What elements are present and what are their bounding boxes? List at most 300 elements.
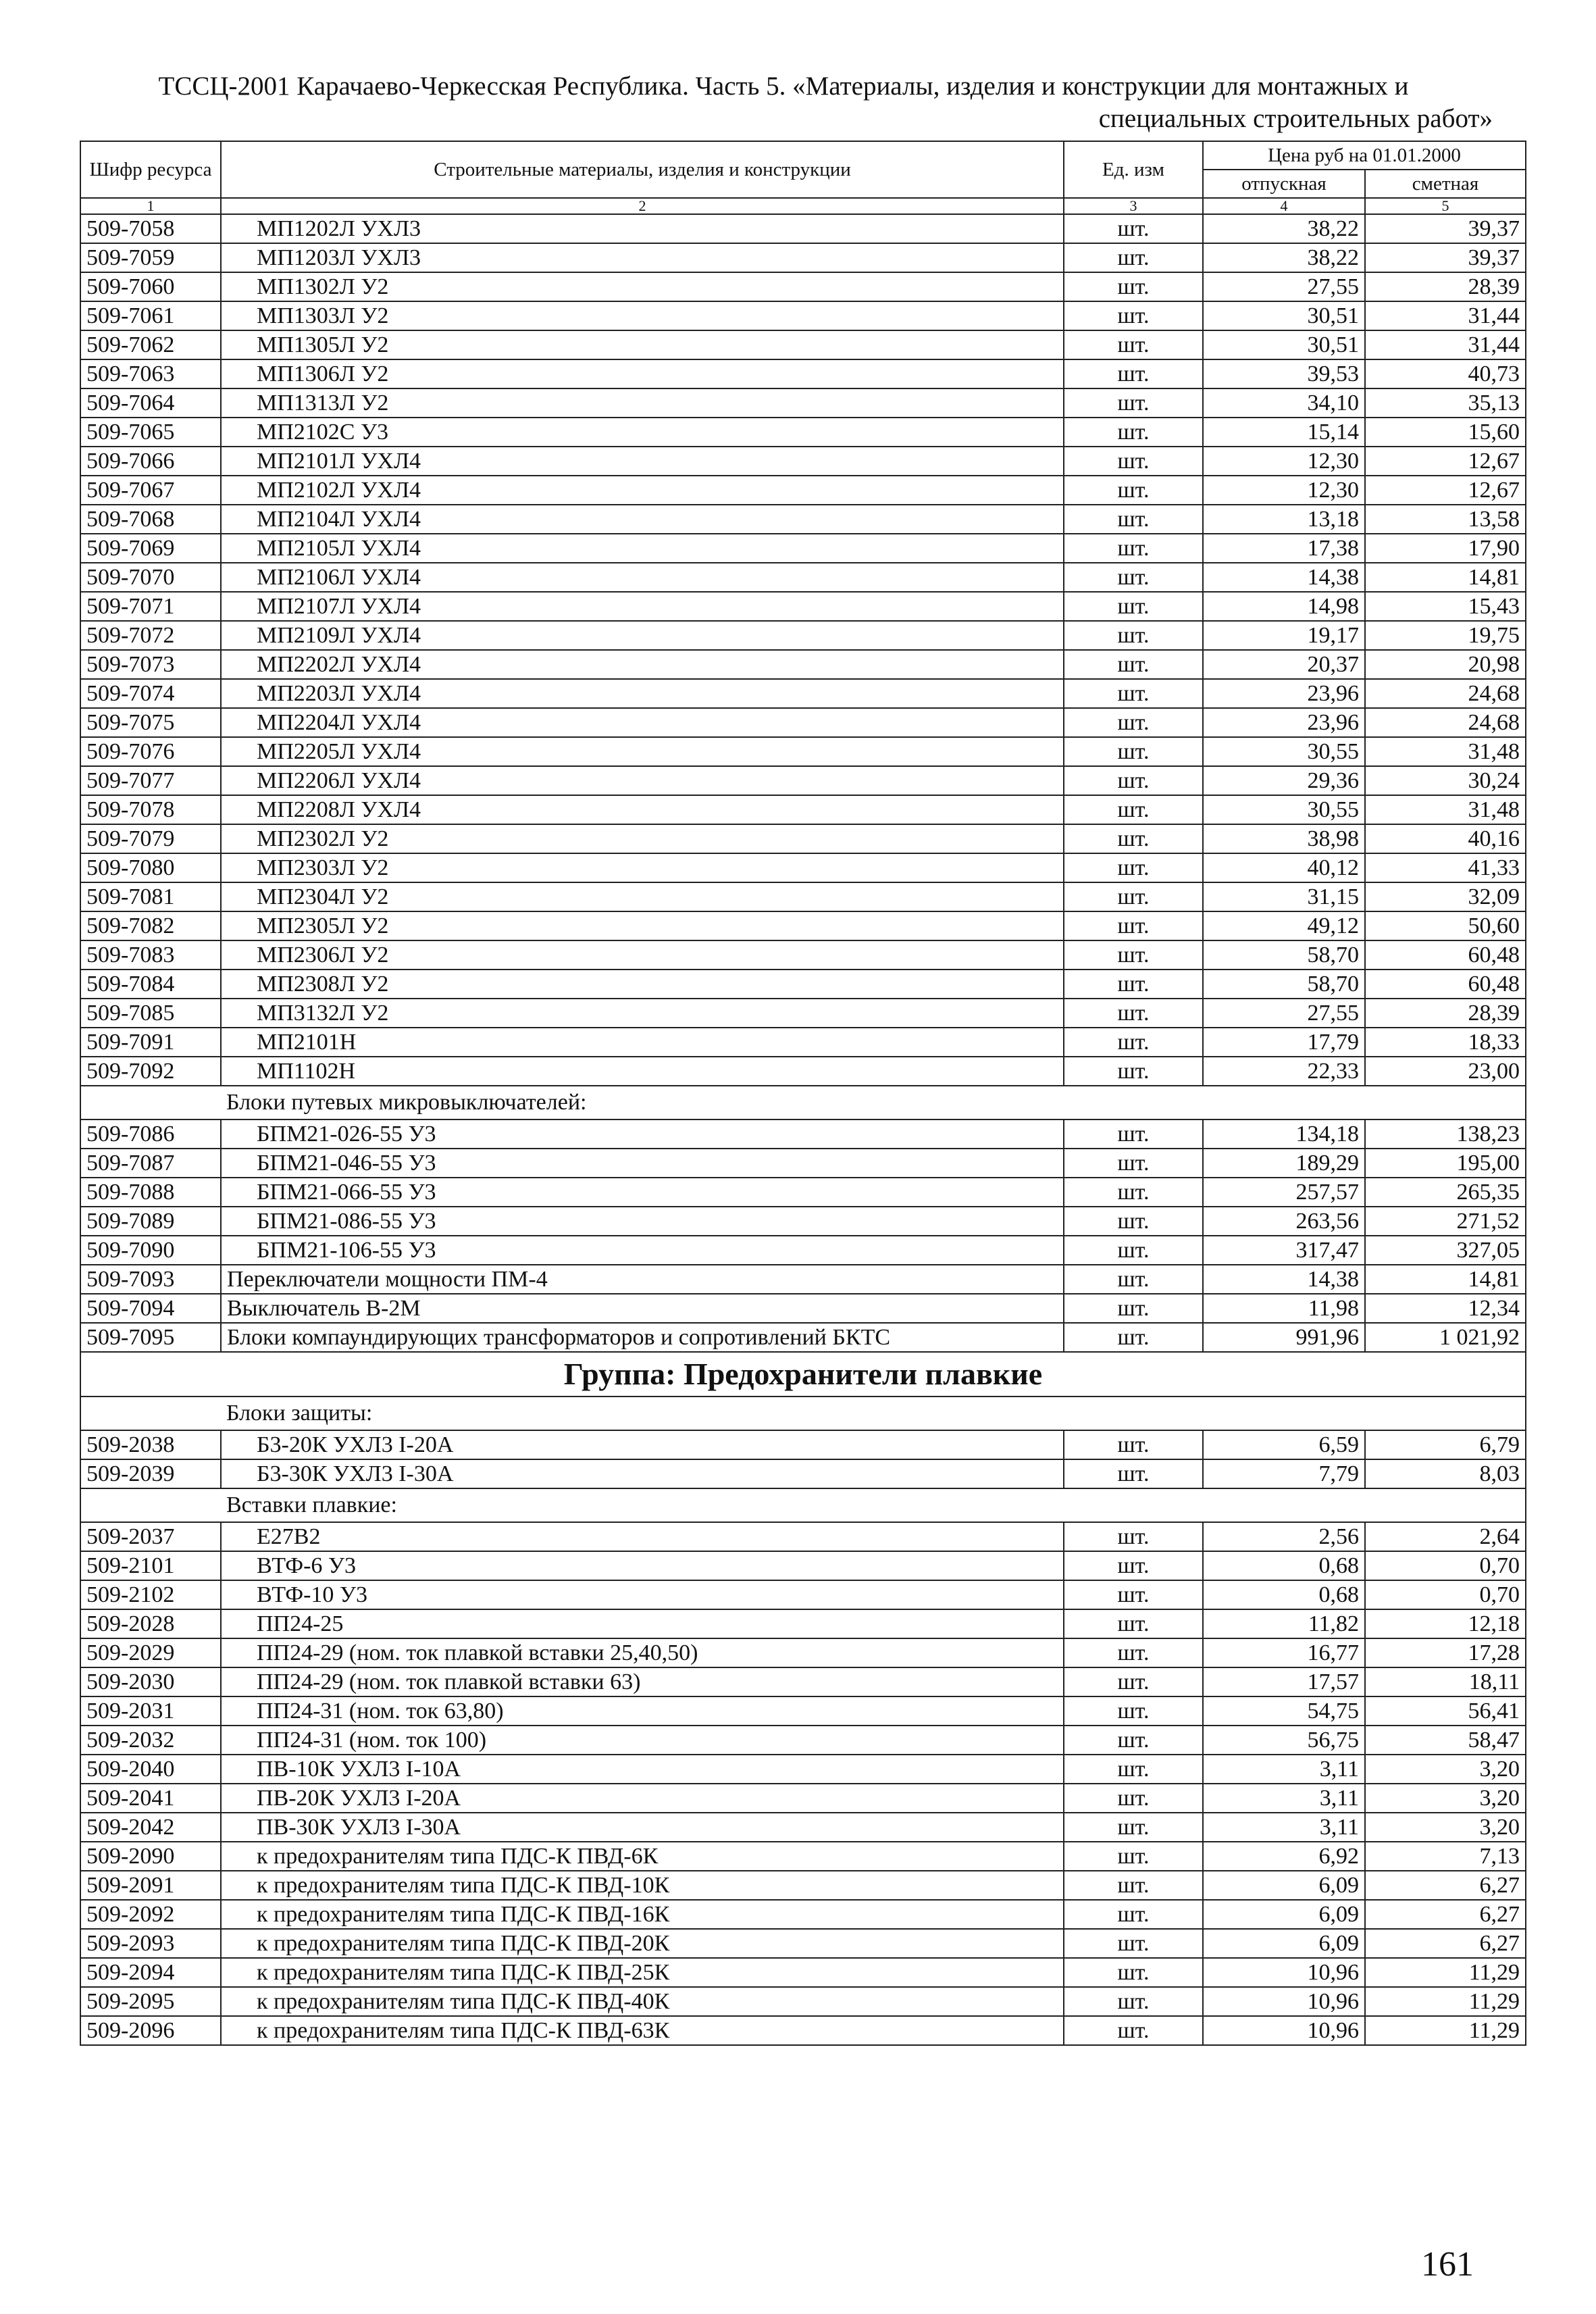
release-price: 14,38 xyxy=(1203,563,1365,592)
material-name: МП2106Л УХЛ4 xyxy=(221,563,1064,592)
resource-code: 509-7062 xyxy=(80,330,221,359)
table-body xyxy=(80,214,1526,2045)
estimate-price: 60,48 xyxy=(1365,940,1526,970)
release-price: 12,30 xyxy=(1203,447,1365,476)
unit-of-measure: шт. xyxy=(1064,1638,1203,1667)
table-row xyxy=(80,1323,1526,1352)
table-row xyxy=(80,447,1526,476)
resource-code: 509-7074 xyxy=(80,679,221,708)
table-row xyxy=(80,330,1526,359)
release-price: 56,75 xyxy=(1203,1726,1365,1755)
resource-code: 509-7086 xyxy=(80,1120,221,1149)
release-price: 19,17 xyxy=(1203,621,1365,650)
unit-of-measure: шт. xyxy=(1064,1580,1203,1609)
estimate-price: 17,28 xyxy=(1365,1638,1526,1667)
subsection-spacer xyxy=(80,1397,221,1430)
release-price: 30,55 xyxy=(1203,795,1365,824)
unit-of-measure: шт. xyxy=(1064,679,1203,708)
release-price: 29,36 xyxy=(1203,766,1365,795)
resource-code: 509-7082 xyxy=(80,911,221,940)
unit-of-measure: шт. xyxy=(1064,1207,1203,1236)
release-price: 317,47 xyxy=(1203,1236,1365,1265)
table-row xyxy=(80,1900,1526,1929)
resource-code: 509-7069 xyxy=(80,534,221,563)
material-name: МП2203Л УХЛ4 xyxy=(221,679,1064,708)
release-price: 22,33 xyxy=(1203,1057,1365,1086)
material-name: МП2104Л УХЛ4 xyxy=(221,505,1064,534)
material-name: к предохранителям типа ПДС-К ПВД-6К xyxy=(221,1842,1064,1871)
material-name: ПВ-20К УХЛ3 I-20А xyxy=(221,1784,1064,1813)
material-name: ВТФ-6 У3 xyxy=(221,1551,1064,1580)
unit-of-measure: шт. xyxy=(1064,1057,1203,1086)
resource-code: 509-2041 xyxy=(80,1784,221,1813)
release-price: 12,30 xyxy=(1203,476,1365,505)
material-name: ПП24-29 (ном. ток плавкой вставки 25,40,50) xyxy=(221,1638,1064,1667)
unit-of-measure: шт. xyxy=(1064,1696,1203,1726)
resource-code: 509-7079 xyxy=(80,824,221,853)
material-name: Блоки компаундирующих трансформаторов и сопротивлений БКТС xyxy=(221,1323,1064,1352)
material-name: к предохранителям типа ПДС-К ПВД-10К xyxy=(221,1871,1064,1900)
unit-of-measure: шт. xyxy=(1064,2016,1203,2045)
subsection-heading: Вставки плавкие: xyxy=(221,1488,1526,1522)
material-name: МП2305Л У2 xyxy=(221,911,1064,940)
estimate-price: 35,13 xyxy=(1365,388,1526,418)
resource-code: 509-7093 xyxy=(80,1265,221,1294)
material-name: МП2208Л УХЛ4 xyxy=(221,795,1064,824)
estimate-price: 11,29 xyxy=(1365,1958,1526,1987)
resource-code: 509-7088 xyxy=(80,1178,221,1207)
release-price: 39,53 xyxy=(1203,359,1365,388)
col-price-header: Цена руб на 01.01.2000 xyxy=(1203,141,1526,170)
material-name: МП1202Л УХЛ3 xyxy=(221,214,1064,243)
material-name: к предохранителям типа ПДС-К ПВД-40К xyxy=(221,1987,1064,2016)
estimate-price: 40,16 xyxy=(1365,824,1526,853)
resource-code: 509-7090 xyxy=(80,1236,221,1265)
resource-code: 509-7087 xyxy=(80,1149,221,1178)
estimate-price: 41,33 xyxy=(1365,853,1526,882)
release-price: 23,96 xyxy=(1203,708,1365,737)
estimate-price: 14,81 xyxy=(1365,563,1526,592)
material-name: БПМ21-066-55 У3 xyxy=(221,1178,1064,1207)
subsection-row xyxy=(80,1397,1526,1430)
unit-of-measure: шт. xyxy=(1064,1987,1203,2016)
estimate-price: 19,75 xyxy=(1365,621,1526,650)
material-name: МП2202Л УХЛ4 xyxy=(221,650,1064,679)
estimate-price: 14,81 xyxy=(1365,1265,1526,1294)
material-name: Б3-20К УХЛ3 I-20А xyxy=(221,1430,1064,1459)
estimate-price: 17,90 xyxy=(1365,534,1526,563)
material-name: к предохранителям типа ПДС-К ПВД-16К xyxy=(221,1900,1064,1929)
release-price: 23,96 xyxy=(1203,679,1365,708)
material-name: ПП24-31 (ном. ток 63,80) xyxy=(221,1696,1064,1726)
material-name: МП1203Л УХЛ3 xyxy=(221,243,1064,272)
table-row xyxy=(80,272,1526,301)
release-price: 6,09 xyxy=(1203,1900,1365,1929)
unit-of-measure: шт. xyxy=(1064,1551,1203,1580)
estimate-price: 3,20 xyxy=(1365,1784,1526,1813)
col-code-header: Шифр ресурса xyxy=(80,141,221,198)
table-row xyxy=(80,301,1526,330)
resource-code: 509-7059 xyxy=(80,243,221,272)
unit-of-measure: шт. xyxy=(1064,650,1203,679)
table-row xyxy=(80,737,1526,766)
release-price: 15,14 xyxy=(1203,418,1365,447)
table-row xyxy=(80,1580,1526,1609)
release-price: 14,38 xyxy=(1203,1265,1365,1294)
unit-of-measure: шт. xyxy=(1064,1813,1203,1842)
material-name: к предохранителям типа ПДС-К ПВД-63К xyxy=(221,2016,1064,2045)
table-row xyxy=(80,882,1526,911)
resource-code: 509-7085 xyxy=(80,999,221,1028)
material-name: ПП24-29 (ном. ток плавкой вставки 63) xyxy=(221,1667,1064,1696)
material-name: Б3-30К УХЛ3 I-30А xyxy=(221,1459,1064,1488)
release-price: 40,12 xyxy=(1203,853,1365,882)
release-price: 6,09 xyxy=(1203,1871,1365,1900)
estimate-price: 39,37 xyxy=(1365,243,1526,272)
table-row xyxy=(80,505,1526,534)
subsection-row xyxy=(80,1086,1526,1120)
table-row xyxy=(80,1929,1526,1958)
resource-code: 509-2037 xyxy=(80,1522,221,1551)
title-line-2: специальных строительных работ» xyxy=(1098,104,1493,133)
table-row xyxy=(80,679,1526,708)
estimate-price: 271,52 xyxy=(1365,1207,1526,1236)
material-name: МП1305Л У2 xyxy=(221,330,1064,359)
resource-code: 509-2102 xyxy=(80,1580,221,1609)
unit-of-measure: шт. xyxy=(1064,505,1203,534)
table-row xyxy=(80,1149,1526,1178)
col-num-4: 4 xyxy=(1203,198,1365,214)
resource-code: 509-2042 xyxy=(80,1813,221,1842)
table-row xyxy=(80,1236,1526,1265)
resource-code: 509-7078 xyxy=(80,795,221,824)
table-row xyxy=(80,911,1526,940)
estimate-price: 3,20 xyxy=(1365,1755,1526,1784)
unit-of-measure: шт. xyxy=(1064,1149,1203,1178)
table-row xyxy=(80,1813,1526,1842)
release-price: 38,98 xyxy=(1203,824,1365,853)
resource-code: 509-7065 xyxy=(80,418,221,447)
table-row xyxy=(80,1726,1526,1755)
unit-of-measure: шт. xyxy=(1064,621,1203,650)
unit-of-measure: шт. xyxy=(1064,214,1203,243)
estimate-price: 12,18 xyxy=(1365,1609,1526,1638)
resource-code: 509-2038 xyxy=(80,1430,221,1459)
release-price: 6,59 xyxy=(1203,1430,1365,1459)
estimate-price: 6,27 xyxy=(1365,1871,1526,1900)
material-name: ПВ-10К УХЛ3 I-10А xyxy=(221,1755,1064,1784)
material-name: Выключатель В-2М xyxy=(221,1294,1064,1323)
resource-code: 509-7089 xyxy=(80,1207,221,1236)
material-name: БПМ21-086-55 У3 xyxy=(221,1207,1064,1236)
subsection-heading: Блоки путевых микровыключателей: xyxy=(221,1086,1526,1120)
release-price: 54,75 xyxy=(1203,1696,1365,1726)
unit-of-measure: шт. xyxy=(1064,359,1203,388)
resource-code: 509-7083 xyxy=(80,940,221,970)
unit-of-measure: шт. xyxy=(1064,1236,1203,1265)
unit-of-measure: шт. xyxy=(1064,766,1203,795)
estimate-price: 60,48 xyxy=(1365,970,1526,999)
release-price: 0,68 xyxy=(1203,1580,1365,1609)
estimate-price: 265,35 xyxy=(1365,1178,1526,1207)
table-row xyxy=(80,1638,1526,1667)
table-row xyxy=(80,1430,1526,1459)
unit-of-measure: шт. xyxy=(1064,330,1203,359)
table-row xyxy=(80,592,1526,621)
estimate-price: 11,29 xyxy=(1365,2016,1526,2045)
price-table xyxy=(80,141,1526,2046)
table-row xyxy=(80,2016,1526,2045)
table-row xyxy=(80,418,1526,447)
release-price: 58,70 xyxy=(1203,970,1365,999)
release-price: 3,11 xyxy=(1203,1784,1365,1813)
unit-of-measure: шт. xyxy=(1064,970,1203,999)
resource-code: 509-7095 xyxy=(80,1323,221,1352)
estimate-price: 40,73 xyxy=(1365,359,1526,388)
col-name-header: Строительные материалы, изделия и конструкции xyxy=(221,141,1064,198)
estimate-price: 6,27 xyxy=(1365,1900,1526,1929)
material-name: МП2204Л УХЛ4 xyxy=(221,708,1064,737)
release-price: 17,79 xyxy=(1203,1028,1365,1057)
release-price: 7,79 xyxy=(1203,1459,1365,1488)
table-row xyxy=(80,1294,1526,1323)
resource-code: 509-7081 xyxy=(80,882,221,911)
resource-code: 509-7073 xyxy=(80,650,221,679)
resource-code: 509-7058 xyxy=(80,214,221,243)
resource-code: 509-7084 xyxy=(80,970,221,999)
estimate-price: 24,68 xyxy=(1365,679,1526,708)
release-price: 189,29 xyxy=(1203,1149,1365,1178)
subsection-spacer xyxy=(80,1086,221,1120)
table-row xyxy=(80,476,1526,505)
estimate-price: 50,60 xyxy=(1365,911,1526,940)
estimate-price: 12,67 xyxy=(1365,447,1526,476)
unit-of-measure: шт. xyxy=(1064,1430,1203,1459)
unit-of-measure: шт. xyxy=(1064,418,1203,447)
estimate-price: 31,48 xyxy=(1365,795,1526,824)
unit-of-measure: шт. xyxy=(1064,447,1203,476)
col-num-2: 2 xyxy=(221,198,1064,214)
col-num-5: 5 xyxy=(1365,198,1526,214)
resource-code: 509-2094 xyxy=(80,1958,221,1987)
material-name: МП2102С У3 xyxy=(221,418,1064,447)
estimate-price: 3,20 xyxy=(1365,1813,1526,1842)
estimate-price: 15,60 xyxy=(1365,418,1526,447)
unit-of-measure: шт. xyxy=(1064,1667,1203,1696)
unit-of-measure: шт. xyxy=(1064,563,1203,592)
unit-of-measure: шт. xyxy=(1064,708,1203,737)
material-name: МП2206Л УХЛ4 xyxy=(221,766,1064,795)
table-row xyxy=(80,1265,1526,1294)
resource-code: 509-7071 xyxy=(80,592,221,621)
estimate-price: 32,09 xyxy=(1365,882,1526,911)
col-release-header: отпускная xyxy=(1203,170,1365,198)
material-name: МП2109Л УХЛ4 xyxy=(221,621,1064,650)
estimate-price: 0,70 xyxy=(1365,1551,1526,1580)
group-heading: Группа: Предохранители плавкие xyxy=(80,1352,1526,1397)
release-price: 11,98 xyxy=(1203,1294,1365,1323)
release-price: 10,96 xyxy=(1203,2016,1365,2045)
table-row xyxy=(80,1958,1526,1987)
table-row xyxy=(80,1120,1526,1149)
col-estimate-header: сметная xyxy=(1365,170,1526,198)
release-price: 13,18 xyxy=(1203,505,1365,534)
resource-code: 509-7077 xyxy=(80,766,221,795)
title-line-1: ТССЦ-2001 Карачаево-Черкесская Республика. Часть 5. «Материалы, изделия и конструкции для монтажных и xyxy=(158,72,1409,101)
estimate-price: 195,00 xyxy=(1365,1149,1526,1178)
unit-of-measure: шт. xyxy=(1064,1871,1203,1900)
release-price: 27,55 xyxy=(1203,999,1365,1028)
table-row xyxy=(80,1842,1526,1871)
unit-of-measure: шт. xyxy=(1064,301,1203,330)
estimate-price: 12,67 xyxy=(1365,476,1526,505)
resource-code: 509-2093 xyxy=(80,1929,221,1958)
material-name: МП2107Л УХЛ4 xyxy=(221,592,1064,621)
estimate-price: 30,24 xyxy=(1365,766,1526,795)
estimate-price: 24,68 xyxy=(1365,708,1526,737)
material-name: ПП24-31 (ном. ток 100) xyxy=(221,1726,1064,1755)
estimate-price: 11,29 xyxy=(1365,1987,1526,2016)
material-name: МП1306Л У2 xyxy=(221,359,1064,388)
estimate-price: 31,44 xyxy=(1365,301,1526,330)
material-name: МП1303Л У2 xyxy=(221,301,1064,330)
table-row xyxy=(80,388,1526,418)
material-name: МП2102Л УХЛ4 xyxy=(221,476,1064,505)
material-name: БПМ21-106-55 У3 xyxy=(221,1236,1064,1265)
resource-code: 509-2039 xyxy=(80,1459,221,1488)
table-row xyxy=(80,795,1526,824)
resource-code: 509-2031 xyxy=(80,1696,221,1726)
estimate-price: 327,05 xyxy=(1365,1236,1526,1265)
estimate-price: 20,98 xyxy=(1365,650,1526,679)
material-name: МП1102Н xyxy=(221,1057,1064,1086)
unit-of-measure: шт. xyxy=(1064,1265,1203,1294)
release-price: 17,38 xyxy=(1203,534,1365,563)
resource-code: 509-7070 xyxy=(80,563,221,592)
material-name: к предохранителям типа ПДС-К ПВД-25К xyxy=(221,1958,1064,1987)
unit-of-measure: шт. xyxy=(1064,592,1203,621)
unit-of-measure: шт. xyxy=(1064,737,1203,766)
resource-code: 509-7076 xyxy=(80,737,221,766)
release-price: 2,56 xyxy=(1203,1522,1365,1551)
resource-code: 509-7068 xyxy=(80,505,221,534)
release-price: 58,70 xyxy=(1203,940,1365,970)
estimate-price: 0,70 xyxy=(1365,1580,1526,1609)
estimate-price: 28,39 xyxy=(1365,999,1526,1028)
material-name: МП2302Л У2 xyxy=(221,824,1064,853)
estimate-price: 6,79 xyxy=(1365,1430,1526,1459)
unit-of-measure: шт. xyxy=(1064,388,1203,418)
estimate-price: 15,43 xyxy=(1365,592,1526,621)
unit-of-measure: шт. xyxy=(1064,534,1203,563)
table-row xyxy=(80,1696,1526,1726)
release-price: 10,96 xyxy=(1203,1987,1365,2016)
resource-code: 509-7075 xyxy=(80,708,221,737)
material-name: МП1302Л У2 xyxy=(221,272,1064,301)
resource-code: 509-7063 xyxy=(80,359,221,388)
table-row xyxy=(80,621,1526,650)
unit-of-measure: шт. xyxy=(1064,1929,1203,1958)
release-price: 3,11 xyxy=(1203,1813,1365,1842)
estimate-price: 31,48 xyxy=(1365,737,1526,766)
material-name: Е27В2 xyxy=(221,1522,1064,1551)
subsection-heading: Блоки защиты: xyxy=(221,1397,1526,1430)
unit-of-measure: шт. xyxy=(1064,476,1203,505)
estimate-price: 18,33 xyxy=(1365,1028,1526,1057)
estimate-price: 8,03 xyxy=(1365,1459,1526,1488)
group-heading-row xyxy=(80,1352,1526,1397)
unit-of-measure: шт. xyxy=(1064,1726,1203,1755)
table-row xyxy=(80,1755,1526,1784)
release-price: 263,56 xyxy=(1203,1207,1365,1236)
estimate-price: 18,11 xyxy=(1365,1667,1526,1696)
resource-code: 509-7072 xyxy=(80,621,221,650)
material-name: МП1313Л У2 xyxy=(221,388,1064,418)
material-name: МП2101Н xyxy=(221,1028,1064,1057)
release-price: 30,51 xyxy=(1203,330,1365,359)
estimate-price: 2,64 xyxy=(1365,1522,1526,1551)
unit-of-measure: шт. xyxy=(1064,940,1203,970)
table-row xyxy=(80,1987,1526,2016)
table-row xyxy=(80,708,1526,737)
material-name: МП2308Л У2 xyxy=(221,970,1064,999)
estimate-price: 138,23 xyxy=(1365,1120,1526,1149)
material-name: МП3132Л У2 xyxy=(221,999,1064,1028)
estimate-price: 13,58 xyxy=(1365,505,1526,534)
release-price: 27,55 xyxy=(1203,272,1365,301)
unit-of-measure: шт. xyxy=(1064,243,1203,272)
estimate-price: 31,44 xyxy=(1365,330,1526,359)
table-row xyxy=(80,999,1526,1028)
material-name: ПП24-25 xyxy=(221,1609,1064,1638)
release-price: 257,57 xyxy=(1203,1178,1365,1207)
unit-of-measure: шт. xyxy=(1064,1609,1203,1638)
table-row xyxy=(80,214,1526,243)
estimate-price: 28,39 xyxy=(1365,272,1526,301)
table-row xyxy=(80,1667,1526,1696)
material-name: МП2105Л УХЛ4 xyxy=(221,534,1064,563)
resource-code: 509-2090 xyxy=(80,1842,221,1871)
table-row xyxy=(80,1784,1526,1813)
material-name: БПМ21-046-55 У3 xyxy=(221,1149,1064,1178)
release-price: 14,98 xyxy=(1203,592,1365,621)
estimate-price: 56,41 xyxy=(1365,1696,1526,1726)
unit-of-measure: шт. xyxy=(1064,999,1203,1028)
unit-of-measure: шт. xyxy=(1064,1900,1203,1929)
resource-code: 509-2096 xyxy=(80,2016,221,2045)
resource-code: 509-7067 xyxy=(80,476,221,505)
page-number: 161 xyxy=(1421,2245,1474,2284)
release-price: 38,22 xyxy=(1203,214,1365,243)
estimate-price: 7,13 xyxy=(1365,1842,1526,1871)
table-row xyxy=(80,650,1526,679)
resource-code: 509-2091 xyxy=(80,1871,221,1900)
unit-of-measure: шт. xyxy=(1064,911,1203,940)
resource-code: 509-2095 xyxy=(80,1987,221,2016)
release-price: 10,96 xyxy=(1203,1958,1365,1987)
release-price: 30,55 xyxy=(1203,737,1365,766)
unit-of-measure: шт. xyxy=(1064,1522,1203,1551)
resource-code: 509-2101 xyxy=(80,1551,221,1580)
table-row xyxy=(80,766,1526,795)
resource-code: 509-7092 xyxy=(80,1057,221,1086)
release-price: 34,10 xyxy=(1203,388,1365,418)
resource-code: 509-2030 xyxy=(80,1667,221,1696)
unit-of-measure: шт. xyxy=(1064,1755,1203,1784)
table-row xyxy=(80,940,1526,970)
resource-code: 509-2092 xyxy=(80,1900,221,1929)
material-name: МП2205Л УХЛ4 xyxy=(221,737,1064,766)
